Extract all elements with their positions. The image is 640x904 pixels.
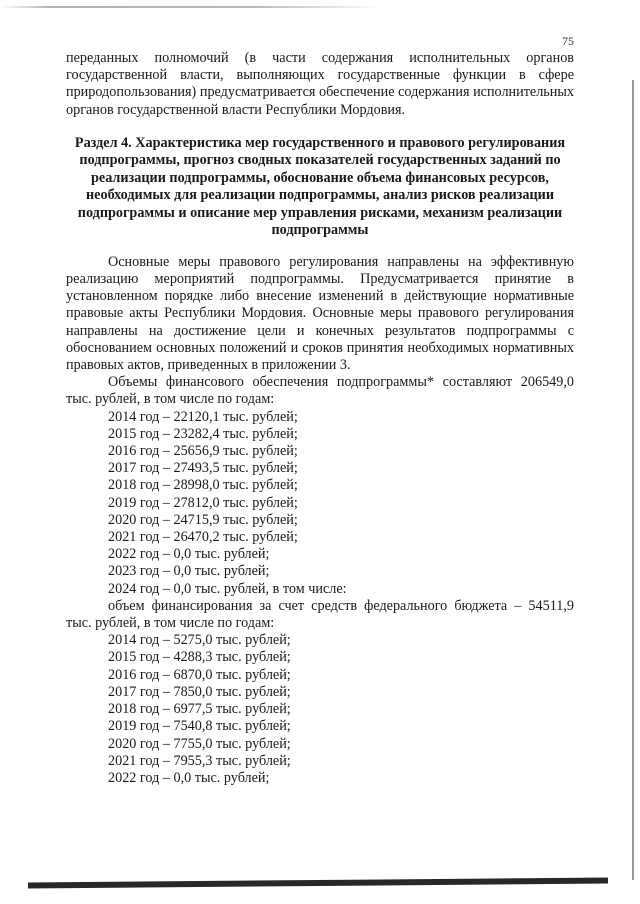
year-line: 2020 год – 7755,0 тыс. рублей;	[108, 735, 291, 752]
scan-edge-right	[632, 80, 634, 880]
year-line: 2020 год – 24715,9 тыс. рублей;	[108, 511, 298, 528]
year-line: 2021 год – 7955,3 тыс. рублей;	[108, 752, 291, 769]
year-line: 2019 год – 27812,0 тыс. рублей;	[108, 494, 298, 511]
year-line: 2016 год – 6870,0 тыс. рублей;	[108, 666, 291, 683]
section-heading: Раздел 4. Характеристика мер государственного и правового регулирования подпрограммы, прогноз сводных показателей государственных заданий по реализации подпрограммы, обоснование объема финансовых ресурсов, необходимых для реализации подпрограммы, анализ рисков реализации подпрограммы и описание мер управления рисками, механизм реализации подпрограммы	[74, 134, 566, 239]
year-line: 2016 год – 25656,9 тыс. рублей;	[108, 443, 298, 460]
year-line: 2019 год – 7540,8 тыс. рублей;	[108, 718, 291, 735]
year-line: 2014 год – 5275,0 тыс. рублей;	[108, 632, 291, 649]
scan-edge-bottom	[28, 877, 608, 888]
regulation-paragraph: Основные меры правового регулирования направлены на эффективную реализацию мероприятий подпрограммы. Предусматривается принятие в установленном порядке либо внесение изменений в действующие нормативные правовые акты Республики Мордовия. Основные меры правового регулирования направлены на достижение цели и конечных результатов подпрограммы с обоснованием основных положений и сроков принятия необходимых нормативных правовых актов, приведенных в приложении 3.	[66, 253, 574, 374]
total-by-year-list	[66, 409, 574, 598]
funding-total-paragraph: Объемы финансового обеспечения подпрограммы* составляют 206549,0 тыс. рублей, в том числе по годам:	[66, 374, 574, 408]
year-line: 2024 год – 0,0 тыс. рублей, в том числе:	[108, 580, 347, 597]
federal-funding-paragraph: объем финансирования за счет средств федерального бюджета – 54511,9 тыс. рублей, в том числе по годам:	[66, 597, 574, 632]
federal-by-year-list	[66, 632, 574, 787]
document-page	[66, 50, 574, 787]
year-line: 2017 год – 27493,5 тыс. рублей;	[108, 460, 298, 477]
year-line: 2018 год – 6977,5 тыс. рублей;	[108, 701, 291, 718]
intro-paragraph: переданных полномочий (в части содержания исполнительных органов государственной власти, выполняющих государственные функции в сфере природопользования) предусматривается обеспечение содержания исполнительных органов государственной власти Республики Мордовия.	[66, 50, 574, 118]
scan-edge-top	[0, 6, 640, 8]
year-line: 2023 год – 0,0 тыс. рублей;	[108, 563, 270, 580]
year-line: 2022 год – 0,0 тыс. рублей;	[108, 546, 270, 563]
year-line: 2021 год – 26470,2 тыс. рублей;	[108, 529, 298, 546]
year-line: 2015 год – 4288,3 тыс. рублей;	[108, 649, 291, 666]
year-line: 2014 год – 22120,1 тыс. рублей;	[108, 408, 298, 425]
year-line: 2017 год – 7850,0 тыс. рублей;	[108, 683, 291, 700]
year-line: 2015 год – 23282,4 тыс. рублей;	[108, 425, 298, 442]
year-line: 2018 год – 28998,0 тыс. рублей;	[108, 477, 298, 494]
year-line: 2022 год – 0,0 тыс. рублей;	[108, 769, 270, 786]
page-number: 75	[562, 34, 574, 48]
